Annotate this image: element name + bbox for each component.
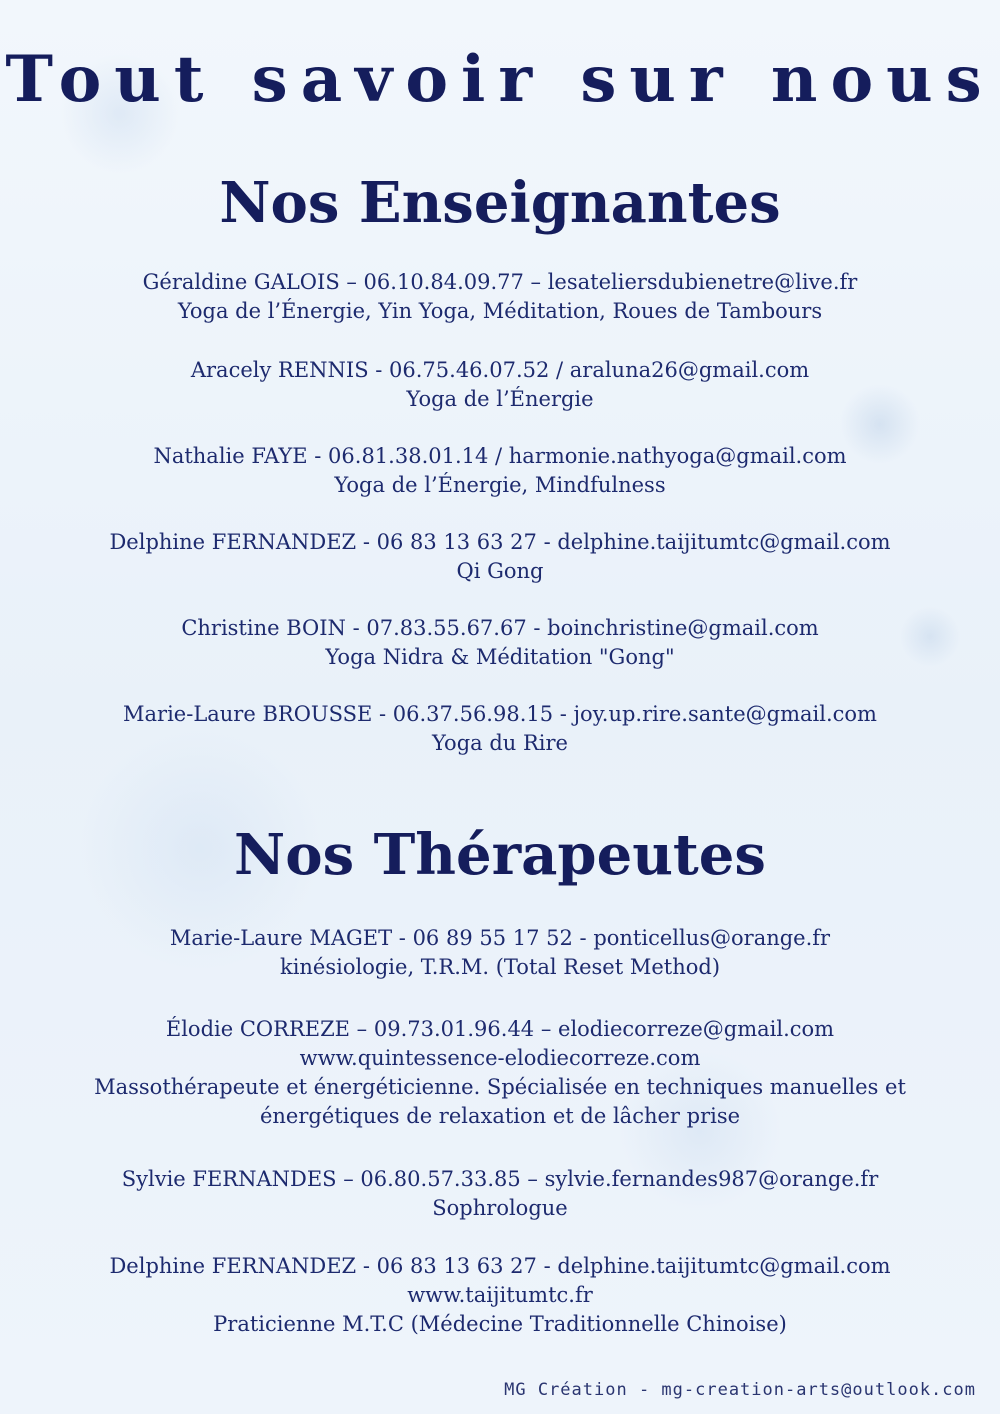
- teacher-entry: [0, 442, 1000, 500]
- teacher-contact: Nathalie FAYE - 06.81.38.01.14 / harmonie.nathyoga@gmail.com: [153, 444, 847, 468]
- teacher-contact: Géraldine GALOIS – 06.10.84.09.77 – lesateliersdubienetre@live.fr: [142, 270, 858, 294]
- teacher-specialty: Yoga de l’Énergie: [406, 387, 594, 411]
- page-title: Tout savoir sur nous: [5, 42, 995, 117]
- therapists-heading: Nos Thérapeutes: [234, 822, 766, 888]
- teachers-heading: Nos Enseignantes: [219, 170, 781, 236]
- therapist-entry: [0, 1252, 1000, 1339]
- teacher-specialty: Yoga de l’Énergie, Mindfulness: [334, 473, 666, 497]
- therapist-entry: [0, 1165, 1000, 1223]
- teacher-entry: [0, 528, 1000, 586]
- therapist-contact: Delphine FERNANDEZ - 06 83 13 63 27 - delphine.taijitumtc@gmail.com: [109, 1254, 891, 1278]
- teacher-entry: [0, 268, 1000, 326]
- therapist-contact: Marie-Laure MAGET - 06 89 55 17 52 - ponticellus@orange.fr: [169, 926, 831, 950]
- teacher-entry: [0, 700, 1000, 758]
- teacher-entry: [0, 356, 1000, 414]
- therapist-website: www.quintessence-elodiecorreze.com: [299, 1046, 701, 1070]
- therapist-contact: Élodie CORREZE – 09.73.01.96.44 – elodiecorreze@gmail.com: [165, 1017, 835, 1041]
- teacher-contact: Christine BOIN - 07.83.55.67.67 - boinchristine@gmail.com: [181, 616, 819, 640]
- teacher-entry: [0, 614, 1000, 672]
- teacher-contact: Delphine FERNANDEZ - 06 83 13 63 27 - delphine.taijitumtc@gmail.com: [109, 530, 891, 554]
- therapist-website: www.taijitumtc.fr: [407, 1283, 593, 1307]
- therapist-contact: Sylvie FERNANDES – 06.80.57.33.85 – sylvie.fernandes987@orange.fr: [121, 1167, 879, 1191]
- teacher-contact: Aracely RENNIS - 06.75.46.07.52 / araluna26@gmail.com: [190, 358, 810, 382]
- teacher-specialty: Yoga de l’Énergie, Yin Yoga, Méditation, Roues de Tambours: [177, 299, 823, 323]
- therapist-entry: [0, 924, 1000, 982]
- teacher-specialty: Yoga du Rire: [432, 731, 568, 755]
- therapist-specialty: Sophrologue: [432, 1196, 568, 1220]
- therapist-specialty: Praticienne M.T.C (Médecine Traditionnelle Chinoise): [213, 1312, 787, 1336]
- therapist-entry: [0, 1015, 1000, 1131]
- teacher-contact: Marie-Laure BROUSSE - 06.37.56.98.15 - joy.up.rire.sante@gmail.com: [123, 702, 877, 726]
- therapist-specialty: Massothérapeute et énergéticienne. Spécialisée en techniques manuelles et: [94, 1075, 906, 1099]
- teacher-specialty: Qi Gong: [456, 559, 544, 583]
- footer-credit: MG Création - mg-creation-arts@outlook.com: [504, 1380, 976, 1400]
- therapist-specialty: kinésiologie, T.R.M. (Total Reset Method): [279, 955, 721, 979]
- therapist-specialty: énergétiques de relaxation et de lâcher prise: [259, 1104, 741, 1128]
- teacher-specialty: Yoga Nidra & Méditation "Gong": [325, 645, 675, 669]
